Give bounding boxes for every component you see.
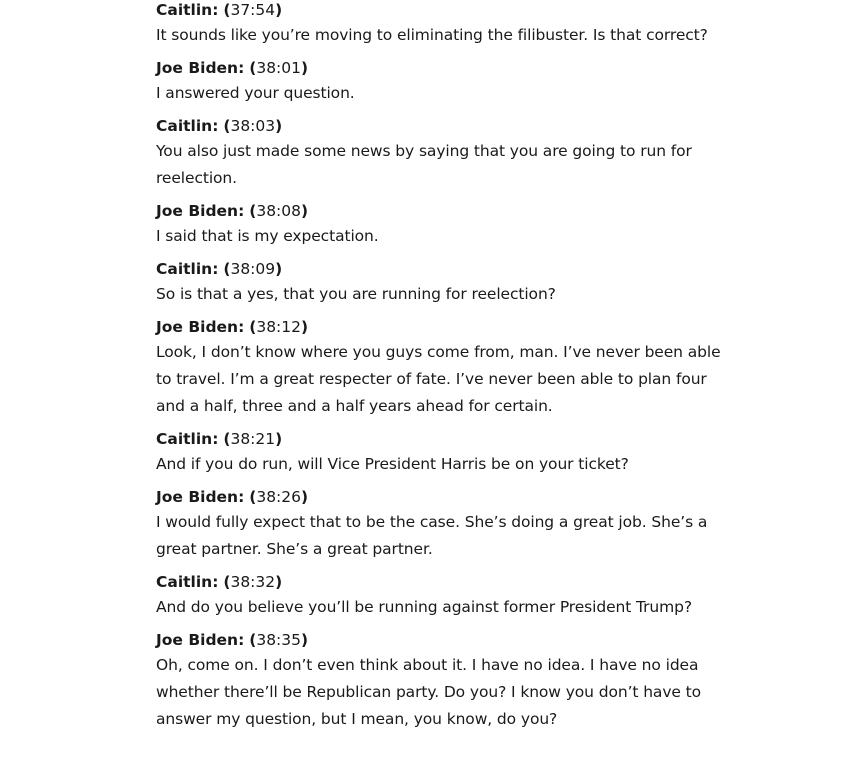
transcript-entry: [156, 116, 736, 192]
speaker-line: Caitlin: (38:32): [156, 573, 283, 591]
speaker-name: Caitlin:: [156, 260, 219, 278]
transcript-entry: [156, 0, 736, 49]
speaker-name: Caitlin:: [156, 1, 219, 19]
speaker-line: Joe Biden: (38:35): [156, 631, 309, 649]
timestamp-link[interactable]: 38:32: [230, 573, 276, 591]
speech-text: So is that a yes, that you are running for reelection?: [156, 285, 556, 303]
transcript: [156, 0, 736, 742]
speaker-name: Joe Biden:: [156, 59, 245, 77]
speech-text: I would fully expect that to be the case. She’s doing a great job. She’s a great partner. She’s a great partner.: [156, 513, 708, 558]
speech-text: I answered your question.: [156, 84, 355, 102]
speaker-line: Caitlin: (37:54): [156, 1, 283, 19]
speech-text: You also just made some news by saying that you are going to run for reelection.: [156, 142, 692, 187]
timestamp-link[interactable]: 38:35: [256, 631, 301, 649]
speaker-line: Caitlin: (38:09): [156, 260, 283, 278]
speaker-line: Joe Biden: (38:01): [156, 59, 309, 77]
transcript-entry: [156, 487, 736, 563]
timestamp-link[interactable]: 37:54: [230, 1, 276, 19]
transcript-entry: [156, 317, 736, 420]
timestamp-link[interactable]: 38:03: [230, 117, 276, 135]
timestamp-link[interactable]: 38:12: [256, 318, 301, 336]
speaker-name: Joe Biden:: [156, 631, 245, 649]
speaker-line: Caitlin: (38:03): [156, 117, 283, 135]
speaker-name: Joe Biden:: [156, 318, 245, 336]
speaker-line: Caitlin: (38:21): [156, 430, 283, 448]
speech-text: Oh, come on. I don’t even think about it. I have no idea. I have no idea whether there’ll be Republican party. Do you? I know you don’t have to answer my question, but I mean, you know, do you?: [156, 656, 702, 728]
transcript-entry: [156, 201, 736, 250]
speaker-name: Caitlin:: [156, 117, 219, 135]
transcript-entry: [156, 630, 736, 733]
speaker-name: Caitlin:: [156, 430, 219, 448]
transcript-entry: [156, 259, 736, 308]
timestamp-link[interactable]: 38:26: [256, 488, 301, 506]
speech-text: And if you do run, will Vice President Harris be on your ticket?: [156, 455, 629, 473]
speech-text: Look, I don’t know where you guys come from, man. I’ve never been able to travel. I’m a great respecter of fate. I’ve never been able to plan four and a half, three and a half years ahead for certain.: [156, 343, 721, 415]
timestamp-link[interactable]: 38:09: [230, 260, 276, 278]
speaker-line: Joe Biden: (38:08): [156, 202, 309, 220]
speaker-line: Joe Biden: (38:26): [156, 488, 309, 506]
timestamp-link[interactable]: 38:21: [230, 430, 276, 448]
speech-text: And do you believe you’ll be running against former President Trump?: [156, 598, 692, 616]
speaker-name: Joe Biden:: [156, 202, 245, 220]
transcript-entry: [156, 572, 736, 621]
transcript-entry: [156, 58, 736, 107]
speaker-name: Joe Biden:: [156, 488, 245, 506]
speech-text: I said that is my expectation.: [156, 227, 379, 245]
timestamp-link[interactable]: 38:08: [256, 202, 301, 220]
speaker-name: Caitlin:: [156, 573, 219, 591]
timestamp-link[interactable]: 38:01: [256, 59, 301, 77]
speech-text: It sounds like you’re moving to eliminating the filibuster. Is that correct?: [156, 26, 708, 44]
speaker-line: Joe Biden: (38:12): [156, 318, 309, 336]
transcript-entry: [156, 429, 736, 478]
